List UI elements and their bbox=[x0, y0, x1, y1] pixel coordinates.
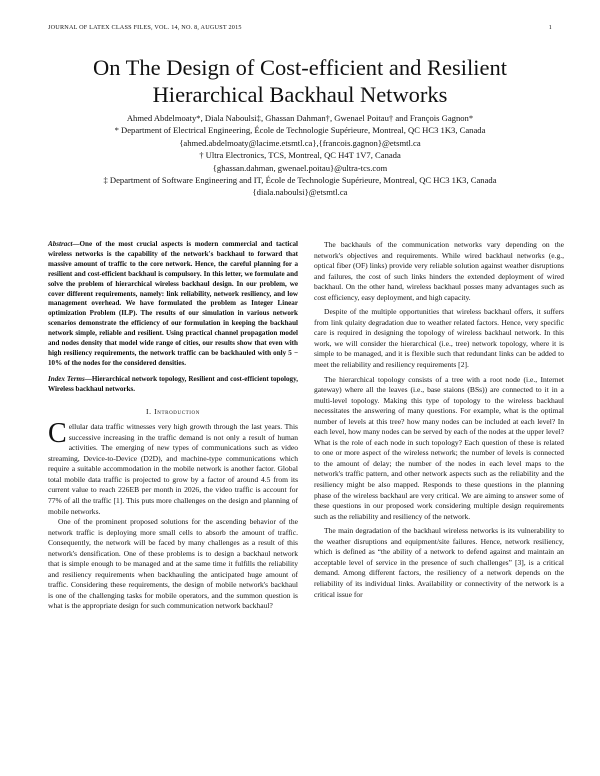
journal-name: JOURNAL OF LATEX CLASS FILES, VOL. 14, NO. 8, AUGUST 2015 bbox=[48, 24, 242, 31]
drop-cap: C bbox=[48, 418, 67, 450]
right-paragraph-2: Despite of the multiple opportunities that wireless backhaul offers, it suffers from link qulaity degradation due to weather related factors. Hence, very specific care is required in designing the topology of wireless backhaul network. In this work, we will consider the hierarchical (i.e., tree) network topology, where it is simple to be managed, and it is flexible such that redundant links can be added to meet the reliability and resiliency requirements [2]. bbox=[314, 307, 564, 370]
intro-paragraph-2: One of the prominent proposed solutions for the ascending behavior of the network traffic is deploying more small cells to absorb the amount of traffic. Consequently, the network will be faced by many challenges as a result of this network's densification. One of these problems is to design a backhaul network that is simple enough to be managed and at the same time it fulfills the reliability and resiliency requirements when backhauling the anticipated huge amount of traffic. Considering these requirements, the design of mobile network's backhaul is one of the challenging tasks for mobile operators, and the summon question is what is the appropriate design for such communication network backhaul? bbox=[48, 517, 298, 611]
index-terms bbox=[48, 375, 298, 395]
title-line-1: On The Design of Cost-efficient and Resilient bbox=[92, 55, 508, 80]
abstract-label: Abstract bbox=[48, 240, 73, 248]
index-terms-text: —Hierarchical network topology, Resilient and cost-efficient topology, Wireless backhaul networks. bbox=[48, 374, 299, 393]
affiliation-1: * Department of Electrical Engineering, École de Technologie Supérieure, Montreal, QC HC3 1K3, Canada bbox=[114, 125, 486, 136]
page-number: 1 bbox=[548, 24, 552, 31]
affiliation-1-email: {ahmed.abdelmoaty@lacime.etsmtl.ca},{francois.gagnon}@etsmtl.ca bbox=[179, 137, 421, 148]
right-paragraph-1: The backhauls of the communication networks vary depending on the network's objectives and requirements. While wired backhaul networks (e.g., optical fiber (OF) links) provide very reliable solution against weather disruptions and failures, the cost of such links hinders the extended deployment of wired backhaul. On the other hand, wireless backhaul posses many advantages such as cost efficiency, easy deployment, and high capacity. bbox=[314, 240, 564, 302]
running-header bbox=[48, 24, 552, 31]
abstract-text: —One of the most crucial aspects is modern commercial and tactical wireless networks is the capability of the network's backhaul to forward that massive amount of traffic to the core network. Hence, the careful planning for a resilient and cost-efficient backhaul is compulsory. In this letter, we formulate and solve the problem of hierarchical wireless backhaul design. In our problem, we cover different requirements, namely: link reliability, network resiliency, and low management overhead. We have formulated the problem as Integer Linear optimization Problem (ILP). The results of our simulation in various network scenarios demonstrate the efficiency of our formulation in keeping the backhaul network simple, reliable and resilient. Using practical channel propagation model and nodes density that model wide range of cities, our results show that even with high resiliency requirements, the network traffic can be backhauled with only 5 − 10% of the nodes for the considered densities. bbox=[48, 240, 298, 367]
right-paragraph-4: The main degradation of the backhaul wireless networks is its vulnerability to the weather disruptions and equipment/site failures. Hence, network resiliency, which is defined as “the ability of a network to defend against and maintain an acceptable level of service in the presence of such challenges” [3], is a critical demand. Among different factors, the resiliency of a network depends on the reliability of its individual links. Availability or connectivity of the network is a critical issue for bbox=[314, 526, 564, 599]
author-names: Ahmed Abdelmoaty*, Diala Naboulsi‡, Ghassan Dahman†, Gwenael Poitau† and François Gagnon* bbox=[126, 113, 474, 123]
index-terms-label: Index Terms bbox=[48, 374, 85, 383]
intro-paragraph-1 bbox=[48, 418, 298, 517]
abstract bbox=[48, 240, 298, 369]
author-block bbox=[30, 112, 570, 199]
affiliation-2-email: {ghassan.dahman, gwenael.poitau}@ultra-tcs.com bbox=[212, 162, 388, 173]
affiliation-3: ‡ Department of Software Engineering and IT, École de Technologie Supérieure, Montreal, QC HC3 1K3, Canada bbox=[103, 175, 497, 186]
paper-title bbox=[40, 54, 560, 108]
affiliation-3-email: {diala.naboulsi}@etsmtl.ca bbox=[252, 187, 348, 198]
title-line-2: Hierarchical Backhaul Networks bbox=[152, 82, 448, 107]
left-column bbox=[48, 240, 298, 612]
intro-paragraph-1-text: ellular data traffic witnesses very high growth through the last years. This successive increasing in the traffic demand is not only a result of human activities. The emerging of new types of communications such as video streaming, Device-to-Device (D2D), and machine-type communications which require a suitable accommodation in the mobile network is another factor. Global total mobile data traffic is projected to grow by a factor of around 4.5 from its current value to reach 226EB per month in 2026, the video traffic is account for 77% of all the traffic [1]. This puts more challenges on the design and planning of mobile networks. bbox=[48, 422, 298, 516]
section-heading-introduction: I. Introduction bbox=[146, 406, 200, 416]
right-paragraph-3: The hierarchical topology consists of a tree with a root node (i.e., Internet gateway) where all the leaves (i.e., base staions (BSs)) are connected to it in a multi-level topology. Making this type of topology to the wireless backhaul necessitates the answering of many questions. For example, what is the optimal number of levels at this tree? how many nodes can be included at each level? In each level, how many nodes can be served by each of the nodes at the upper level? What is the role of each node in such topology? Each question of these is related to one or more aspect of the wireless network; the number of levels is connected to the amount of delay; the number of the nodes in each level maps to the network's traffic pattern, and other network aspects such as the reliability and the resiliency might be also mapped. Responds to these questions in the planning phase of the wireless backhaul are very critical. We are aiming to answer some of these questions in our proposed work considering multiple design requirements such as the reliability and resiliency of the network. bbox=[314, 374, 564, 521]
affiliation-2: † Ultra Electronics, TCS, Montreal, QC H4T 1V7, Canada bbox=[199, 150, 401, 161]
right-column bbox=[314, 240, 564, 604]
